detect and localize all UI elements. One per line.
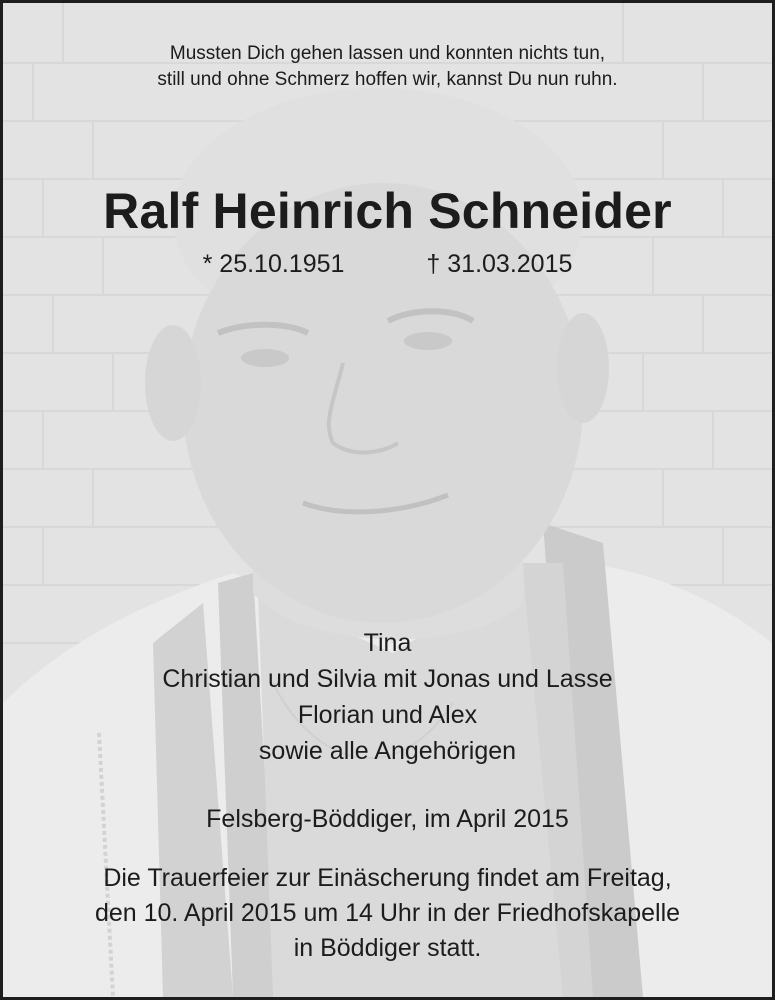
mourners-list — [3, 625, 772, 769]
portrait-photo — [3, 3, 772, 997]
death-date: † 31.03.2015 — [426, 250, 573, 278]
birth-date: * 25.10.1951 — [202, 250, 345, 278]
quote-line-1: Mussten Dich gehen lassen und konnten nichts tun, — [169, 43, 606, 64]
funeral-service-notice — [3, 861, 772, 966]
place-and-date: Felsberg-Böddiger, im April 2015 — [206, 805, 569, 833]
service-line-2: den 10. April 2015 um 14 Uhr in der Friedhofskapelle — [94, 899, 681, 927]
mourner-line: Florian und Alex — [297, 701, 478, 729]
mourner-line: sowie alle Angehörigen — [258, 737, 517, 765]
service-line-1: Die Trauerfeier zur Einäscherung findet am Freitag, — [103, 864, 672, 892]
memorial-quote — [3, 41, 772, 93]
life-dates — [3, 248, 772, 280]
quote-line-2: still und ohne Schmerz hoffen wir, kannst Du nun ruhn. — [157, 69, 618, 90]
mourner-line: Christian und Silvia mit Jonas und Lasse — [162, 665, 613, 693]
service-line-3: in Böddiger statt. — [293, 934, 482, 962]
deceased-name: Ralf Heinrich Schneider — [103, 183, 672, 239]
mourner-line: Tina — [363, 629, 412, 657]
